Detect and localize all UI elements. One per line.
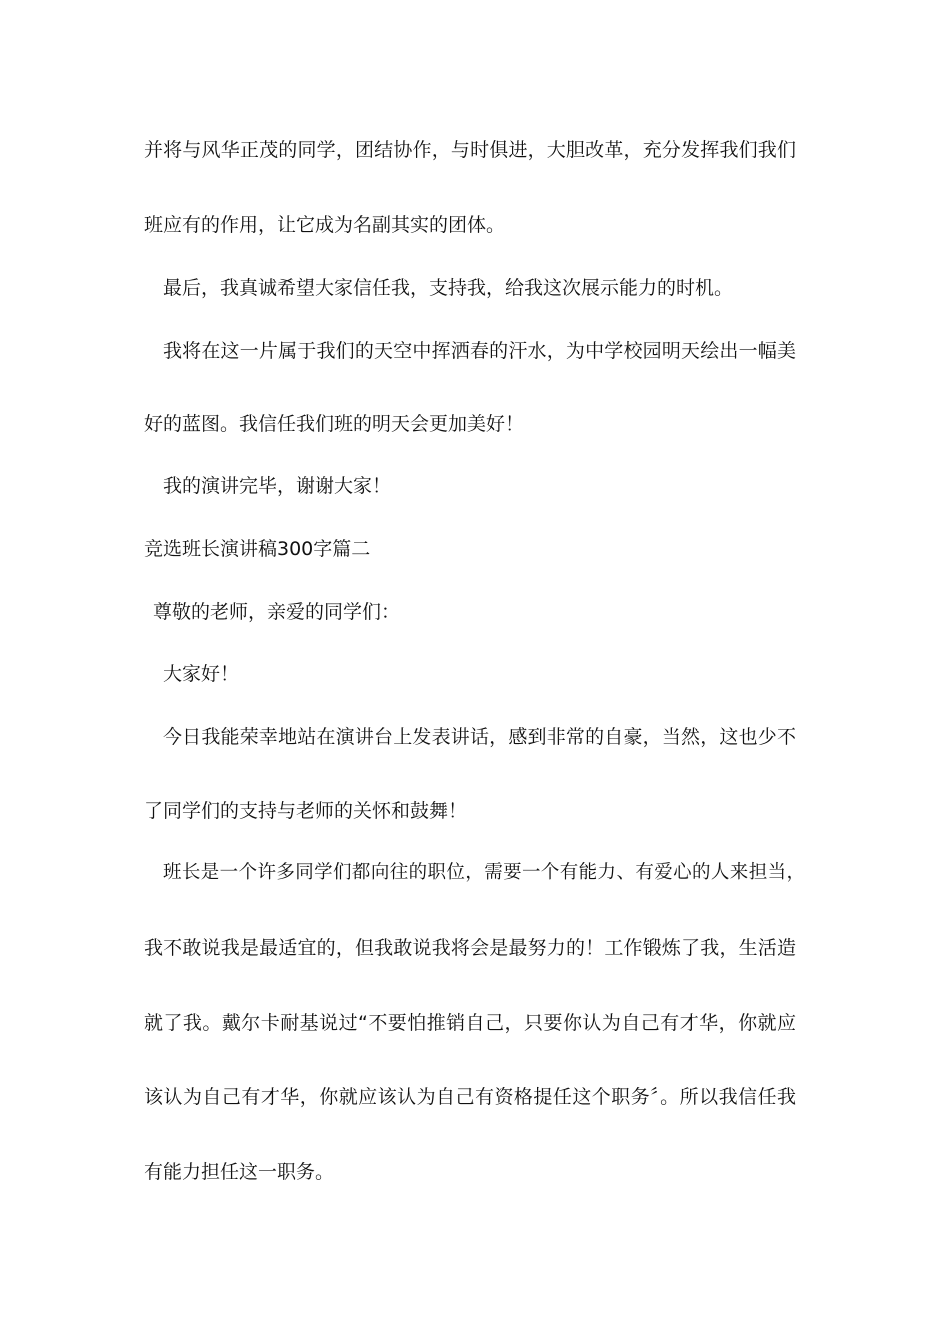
line-text: 我将在这一片属于我们的天空中挥洒春的汗水，为中学校园明天绘出一幅美	[163, 340, 796, 362]
paragraph-line	[0, 273, 950, 303]
paragraph-line	[0, 471, 950, 501]
line-text: 今日我能荣幸地站在演讲台上发表讲话，感到非常的自豪，当然，这也少不	[163, 726, 796, 748]
salutation-line	[0, 597, 950, 627]
paragraph-line	[0, 210, 950, 240]
greeting-line	[0, 659, 950, 689]
line-text: 我的演讲完毕，谢谢大家！	[163, 475, 392, 497]
paragraph-line	[0, 722, 950, 752]
paragraph-line	[0, 409, 950, 439]
line-text: 该认为自己有才华，你就应该认为自己有资格提任这个职务〞。所以我信任我	[144, 1086, 796, 1108]
line-text: 了同学们的支持与老师的关怀和鼓舞！	[144, 800, 468, 822]
line-text: 尊敬的老师，亲爱的同学们：	[153, 601, 401, 623]
paragraph-line	[0, 1082, 950, 1112]
line-text: 大家好！	[163, 663, 240, 685]
line-text: 就了我。戴尔卡耐基说过“不要怕推销自己，只要你认为自己有才华，你就应	[144, 1012, 796, 1034]
paragraph-line	[0, 933, 950, 963]
section-heading	[0, 534, 950, 564]
line-text: 班长是一个许多同学们都向往的职位，需要一个有能力、有爱心的人来担当，	[163, 862, 805, 883]
line-text: 我不敢说我是最适宜的，但我敢说我将会是最努力的！工作锻炼了我，生活造	[144, 937, 796, 959]
paragraph-line	[0, 336, 950, 366]
paragraph-line	[0, 135, 950, 165]
heading-text: 竞选班长演讲稿300字篇二	[144, 538, 371, 560]
line-text: 班应有的作用，让它成为名副其实的团体。	[144, 214, 506, 236]
line-text: 最后，我真诚希望大家信任我，支持我，给我这次展示能力的时机。	[163, 277, 734, 299]
line-text: 并将与风华正茂的同学，团结协作，与时俱进，大胆改革，充分发挥我们我们	[144, 139, 796, 161]
line-text: 有能力担任这一职务。	[144, 1161, 335, 1183]
paragraph-line	[0, 796, 950, 826]
line-text: 好的蓝图。我信任我们班的明天会更加美好！	[144, 413, 525, 435]
paragraph-line	[0, 1157, 950, 1187]
paragraph-line	[0, 1008, 950, 1038]
paragraph-line	[0, 858, 950, 888]
